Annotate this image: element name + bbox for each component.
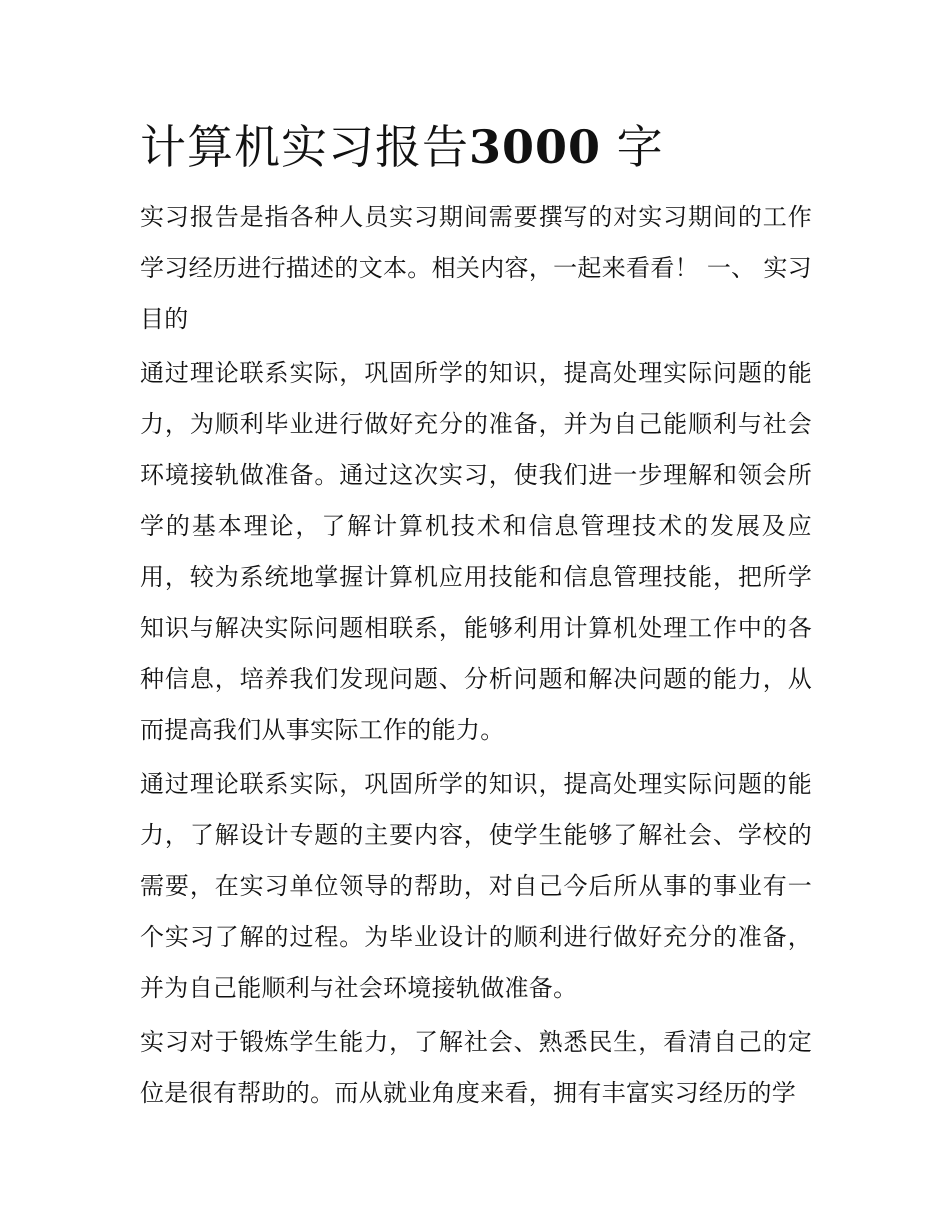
document-page [140,114,812,1122]
paragraph-intro: 实习报告是指各种人员实习期间需要撰写的对实习期间的工作学习经历进行描述的文本。相关内容，一起来看看！ 一、 实习目的 [140,203,812,333]
paragraph-purpose-1: 通过理论联系实际，巩固所学的知识，提高处理实际问题的能力，为顺利毕业进行做好充分的准备，并为自己能顺利与社会环境接轨做准备。通过这次实习，使我们进一步理解和领会所学的基本理论，了解计算机技术和信息管理技术的发展及应用，较为系统地掌握计算机应用技能和信息管理技能，把所学知识与解决实际问题相联系，能够利用计算机处理工作中的各种信息，培养我们发现问题、分析问题和解决问题的能力，从而提高我们从事实际工作的能力。 [140,359,812,744]
document-title [140,114,812,180]
paragraph-purpose-2: 通过理论联系实际，巩固所学的知识，提高处理实际问题的能力，了解设计专题的主要内容，使学生能够了解社会、学校的需要，在实习单位领导的帮助，对自己今后所从事的事业有一个实习了解的过程。为毕业设计的顺利进行做好充分的准备，并为自己能顺利与社会环境接轨做准备。 [140,770,812,1002]
paragraph-purpose-3: 实习对于锻炼学生能力，了解社会、熟悉民生，看清自己的定位是很有帮助的。而从就业角度来看，拥有丰富实习经历的学 [140,1028,812,1107]
title-number: 3000 [469,120,602,174]
title-text: 计算机实习报告 [140,120,469,174]
title-suffix: 字 [616,120,664,174]
